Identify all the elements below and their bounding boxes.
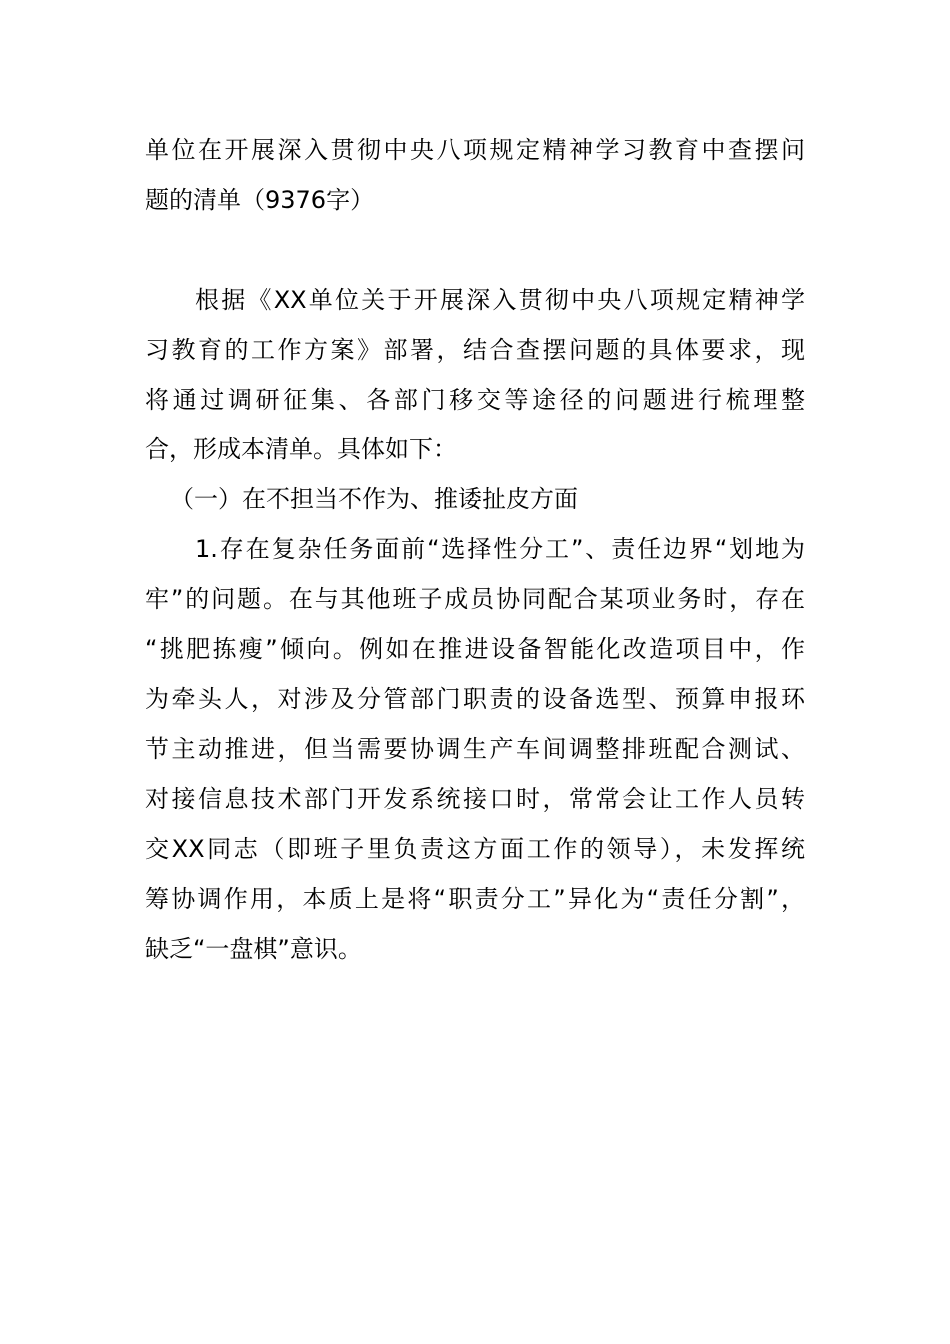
item-paragraph-line: 筹协调作用，本质上是将“职责分工”异化为“责任分割”，	[145, 885, 805, 913]
intro-paragraph-line: 合，形成本清单。具体如下：	[145, 435, 457, 463]
document-title-line: 题的清单（9376字）	[145, 186, 375, 214]
item-paragraph-line: 节主动推进，但当需要协调生产车间调整排班配合测试、	[145, 735, 805, 763]
intro-paragraph-line: 将通过调研征集、各部门移交等途径的问题进行梳理整	[145, 386, 805, 414]
intro-paragraph-line: 习教育的工作方案》部署，结合查摆问题的具体要求，现	[145, 336, 805, 364]
item-paragraph-line: 为牵头人，对涉及分管部门职责的设备选型、预算申报环	[145, 685, 805, 713]
item-paragraph-line: 1.存在复杂任务面前“选择性分工”、责任边界“划地为	[195, 535, 805, 563]
intro-paragraph-line: 根据《XX单位关于开展深入贯彻中央八项规定精神学	[195, 286, 805, 314]
item-paragraph-line: 缺乏“一盘棋”意识。	[145, 935, 362, 963]
document-title-line: 单位在开展深入贯彻中央八项规定精神学习教育中查摆问	[145, 136, 805, 164]
section-heading: （一）在不担当不作为、推诿扯皮方面	[170, 485, 578, 513]
item-paragraph-line: 对接信息技术部门开发系统接口时，常常会让工作人员转	[145, 785, 805, 813]
item-paragraph-line: 牢”的问题。在与其他班子成员协同配合某项业务时，存在	[145, 585, 805, 613]
item-paragraph-line: 交XX同志（即班子里负责这方面工作的领导），未发挥统	[145, 835, 805, 863]
item-paragraph-line: “挑肥拣瘦”倾向。例如在推进设备智能化改造项目中，作	[145, 635, 805, 663]
